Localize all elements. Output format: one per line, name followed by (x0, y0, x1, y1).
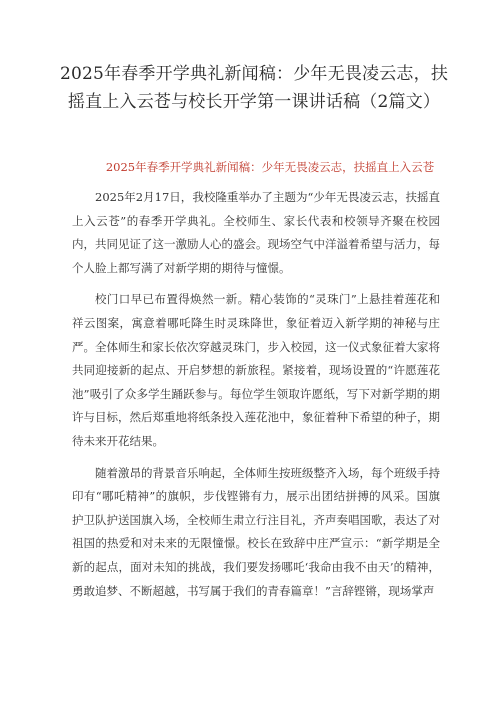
paragraph-1: 2025年2月17日，我校隆重举办了主题为“少年无畏凌云志，扶摇直上入云苍”的春季开学典礼。全校师生、家长代表和校领导齐聚在校园内，共同见证了这一激励人心的盛会。现场空气中洋溢着希望与活力，每个人脸上都写满了对新学期的期待与憧憬。 (72, 190, 440, 275)
article-body (72, 186, 440, 611)
paragraph-3: 随着激昂的背景音乐响起，全体师生按班级整齐入场，每个班级手持印有“哪吒精神”的旗帜，步伐铿锵有力，展示出团结拼搏的风采。国旗护卫队护送国旗入场，全校师生肃立行注目礼，齐声奏唱国歌，表达了对祖国的热爱和对未来的无限憧憬。校长在致辞中庄严宣示：“新学期是全新的起点，面对未知的挑战，我们要发扬哪吒‘我命由我不由天’的精神，勇敢追梦、不断超越，书写属于我们的青春篇章！”言辞铿锵，现场掌声 (72, 465, 440, 598)
section-title: 2025年春季开学典礼新闻稿：少年无畏凌云志，扶摇直上入云苍 (105, 160, 435, 174)
paragraph-2: 校门口早已布置得焕然一新。精心装饰的“灵珠门”上悬挂着莲花和祥云图案，寓意着哪吒降生时灵珠降世，象征着迈入新学期的神秘与庄严。全体师生和家长依次穿越灵珠门，步入校园，这一仪式象征着大家将共同迎接新的起点、开启梦想的新旅程。紧接着，现场设置的“许愿莲花池”吸引了众多学生踊跃参与。每位学生领取许愿纸，写下对新学期的期许与目标，然后郑重地将纸条投入莲花池中，象征着种下希望的种子，期待未来开花结果。 (72, 292, 440, 448)
document-title: 2025年春季开学典礼新闻稿：少年无畏凌云志，扶摇直上入云苍与校长开学第一课讲话稿（2篇文） (59, 64, 449, 112)
